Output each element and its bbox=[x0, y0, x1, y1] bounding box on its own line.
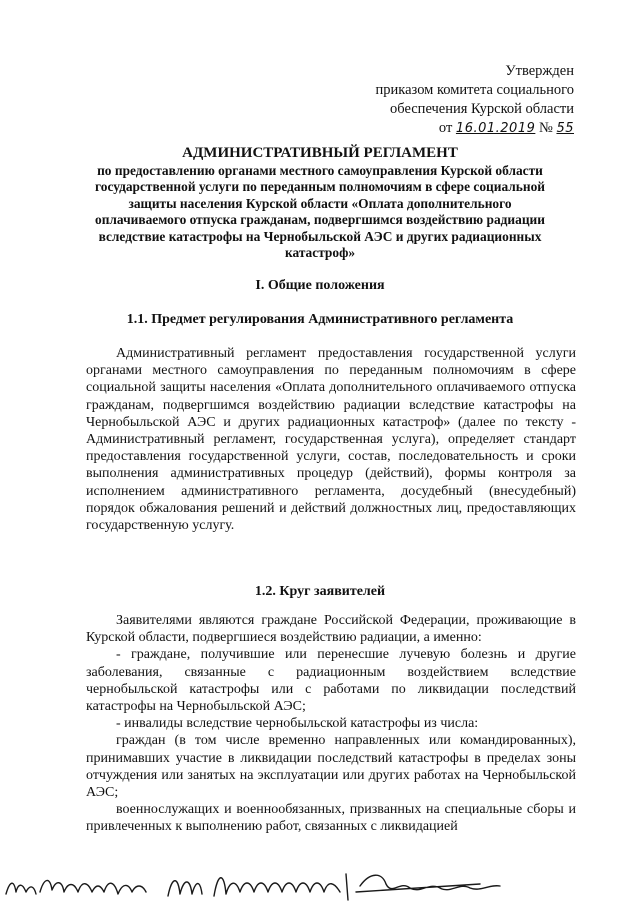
approval-line-3: обеспечения Курской области bbox=[390, 101, 574, 117]
applicants-paragraph: граждан (в том числе временно направленных или командированных), принимавших участие в ликвидации последствий катастрофы в пределах зоны отчуждения или занятых на эксплуатации или других работах на Чернобыльской АЭС; bbox=[86, 733, 576, 801]
applicants-paragraph: - инвалиды вследствие чернобыльской катастрофы из числа: bbox=[116, 716, 479, 732]
subject-paragraph bbox=[86, 345, 576, 534]
approval-line-1: Утвержден bbox=[505, 63, 574, 79]
section-heading-applicants: 1.2. Круг заявителей bbox=[254, 584, 386, 599]
date-prefix: от bbox=[438, 120, 453, 136]
approval-block bbox=[314, 62, 574, 138]
signature-3 bbox=[356, 875, 500, 892]
handwritten-number: 55 bbox=[556, 121, 574, 136]
subject-text: Административный регламент предоставления государственной услуги органами местного самоуправления по переданным полномочиям в сфере социальной защиты населения «Оплата дополнительного оплачиваемого отпуска гражданам, подвергшимся воздействию радиации вследствие катастрофы на Чернобыльской АЭС и других радиационных катастроф» (далее по тексту - Административный регламент, государственная услуга), определяет стандарт предоставления государственной услуги, состав, последовательность и сроки выполнения административных процедур (действий), формы контроля за исполнением административного регламента, досудебный (внесудебный) порядок обжалования решений и действий должностных лиц, предоставляющих государственную услугу. bbox=[86, 346, 576, 534]
signature-2 bbox=[168, 874, 348, 900]
approval-date-line bbox=[314, 119, 574, 138]
document-title: АДМИНИСТРАТИВНЫЙ РЕГЛАМЕНТ bbox=[182, 145, 458, 161]
section-heading-general: I. Общие положения bbox=[255, 278, 385, 293]
handwritten-date: 16.01.2019 bbox=[455, 121, 536, 136]
applicants-paragraph: Заявителями являются граждане Российской Федерации, проживающие в Курской области, подвергшиеся воздействию радиации, а именно: bbox=[86, 613, 576, 646]
section-heading-subject: 1.1. Предмет регулирования Административного регламента bbox=[126, 312, 514, 327]
applicants-paragraph: военнослужащих и военнообязанных, призванных на специальные сборы и привлеченных к выполнению работ, связанных с ликвидацией bbox=[86, 802, 576, 835]
applicants-block bbox=[86, 612, 576, 862]
document-subtitle: по предоставлению органами местного самоуправления Курской области государственной услуги по переданным полномочиям в сфере социальной защиты населения Курской области «Оплата дополнительного оплачиваемого отпуска гражданам, подвергшимся воздействию радиации вследствие катастрофы на Чернобыльской АЭС и других радиационных катастроф» bbox=[95, 163, 545, 261]
applicants-paragraph: - граждане, получившие или перенесшие лучевую болезнь и другие заболевания, связанные с радиационным воздействием вследствие чернобыльской катастрофы или с работами по ликвидации последствий катастрофы на Чернобыльской АЭС; bbox=[86, 647, 576, 715]
approval-line-2: приказом комитета социального bbox=[375, 82, 574, 98]
handwritten-signatures bbox=[0, 866, 640, 905]
number-prefix: № bbox=[538, 120, 553, 136]
signature-1 bbox=[6, 880, 146, 894]
